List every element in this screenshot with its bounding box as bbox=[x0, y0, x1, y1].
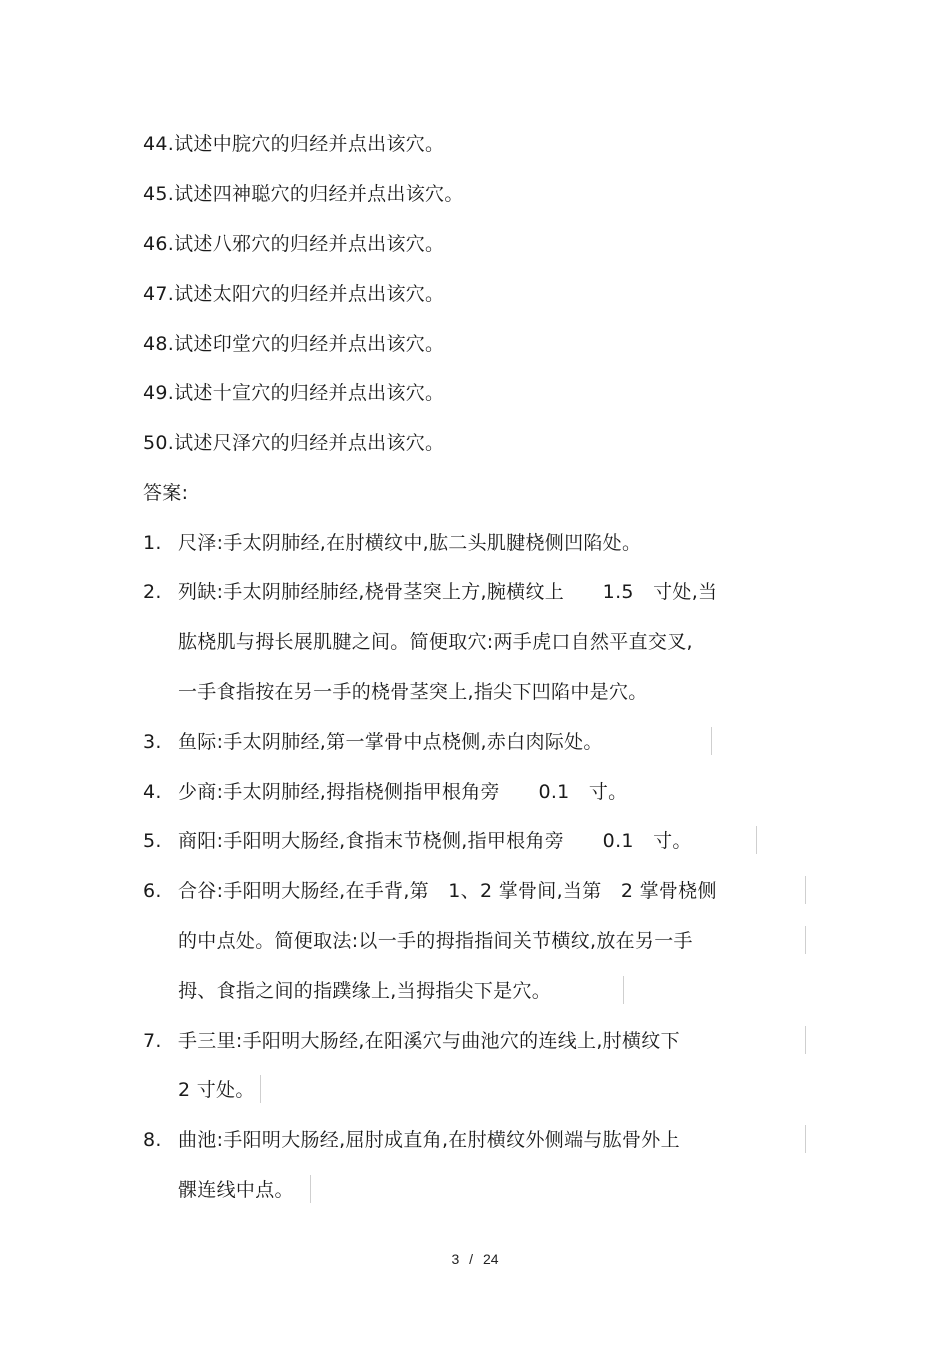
page-number bbox=[0, 1250, 950, 1268]
answer-line: 曲池:手阳明大肠经,屈肘成直角,在肘横纹外侧端与肱骨外上 bbox=[178, 1129, 680, 1151]
answer-number: 3. bbox=[143, 731, 162, 753]
edit-mark bbox=[310, 1175, 311, 1203]
question-49 bbox=[143, 380, 444, 406]
answer-line: 一手食指按在另一手的桡骨茎突上,指尖下凹陷中是穴。 bbox=[178, 681, 648, 703]
question-number: 44. bbox=[143, 133, 175, 155]
answer-line: 2 寸处。 bbox=[178, 1079, 255, 1101]
question-text: 试述太阳穴的归经并点出该穴。 bbox=[174, 283, 445, 305]
edit-mark bbox=[711, 727, 712, 755]
question-50 bbox=[143, 430, 444, 456]
edit-mark bbox=[623, 976, 624, 1004]
question-46 bbox=[143, 231, 444, 257]
answer-number: 8. bbox=[143, 1129, 162, 1151]
edit-mark bbox=[805, 876, 806, 904]
question-number: 50. bbox=[143, 432, 175, 454]
answer-number: 7. bbox=[143, 1030, 162, 1052]
answer-number: 1. bbox=[143, 532, 162, 554]
answer-line: 手三里:手阳明大肠经,在阳溪穴与曲池穴的连线上,肘横纹下 bbox=[178, 1030, 680, 1052]
answer-line: 少商:手太阴肺经,拇指桡侧指甲根角旁 0.1 寸。 bbox=[178, 781, 628, 803]
page-separator: / bbox=[469, 1251, 474, 1267]
answer-line: 列缺:手太阴肺经肺经,桡骨茎突上方,腕横纹上 1.5 寸处,当 bbox=[178, 581, 718, 603]
question-number: 49. bbox=[143, 382, 175, 404]
answer-number: 6. bbox=[143, 880, 162, 902]
answer-line: 拇、食指之间的指蹼缘上,当拇指尖下是穴。 bbox=[178, 980, 552, 1002]
answer-number: 5. bbox=[143, 830, 162, 852]
answer-line: 肱桡肌与拇长展肌腱之间。简便取穴:两手虎口自然平直交叉, bbox=[178, 631, 693, 653]
answer-line: 鱼际:手太阴肺经,第一掌骨中点桡侧,赤白肉际处。 bbox=[178, 731, 603, 753]
question-text: 试述印堂穴的归经并点出该穴。 bbox=[174, 333, 445, 355]
question-text: 试述中脘穴的归经并点出该穴。 bbox=[174, 133, 445, 155]
answer-number: 4. bbox=[143, 781, 162, 803]
answer-line: 的中点处。简便取法:以一手的拇指指间关节横纹,放在另一手 bbox=[178, 930, 693, 952]
edit-mark bbox=[756, 826, 757, 854]
current-page: 3 bbox=[451, 1251, 460, 1267]
edit-mark bbox=[805, 1125, 806, 1153]
question-number: 45. bbox=[143, 183, 175, 205]
answer-line: 商阳:手阳明大肠经,食指末节桡侧,指甲根角旁 0.1 寸。 bbox=[178, 830, 692, 852]
question-text: 试述尺泽穴的归经并点出该穴。 bbox=[174, 432, 445, 454]
answer-line: 髁连线中点。 bbox=[178, 1179, 294, 1201]
answer-line: 尺泽:手太阴肺经,在肘横纹中,肱二头肌腱桡侧凹陷处。 bbox=[178, 532, 642, 554]
answers-heading: 答案: bbox=[143, 482, 189, 504]
question-44 bbox=[143, 131, 444, 157]
total-pages: 24 bbox=[482, 1251, 499, 1267]
question-48 bbox=[143, 331, 444, 357]
edit-mark bbox=[805, 1026, 806, 1054]
question-number: 48. bbox=[143, 333, 175, 355]
edit-mark bbox=[260, 1075, 261, 1103]
question-number: 47. bbox=[143, 283, 175, 305]
question-45 bbox=[143, 181, 464, 207]
answer-number: 2. bbox=[143, 581, 162, 603]
question-number: 46. bbox=[143, 233, 175, 255]
question-text: 试述四神聪穴的归经并点出该穴。 bbox=[174, 183, 464, 205]
answer-line: 合谷:手阳明大肠经,在手背,第 1、2 掌骨间,当第 2 掌骨桡侧 bbox=[178, 880, 717, 902]
question-text: 试述十宣穴的归经并点出该穴。 bbox=[174, 382, 445, 404]
question-text: 试述八邪穴的归经并点出该穴。 bbox=[174, 233, 445, 255]
question-47 bbox=[143, 281, 444, 307]
edit-mark bbox=[805, 926, 806, 954]
